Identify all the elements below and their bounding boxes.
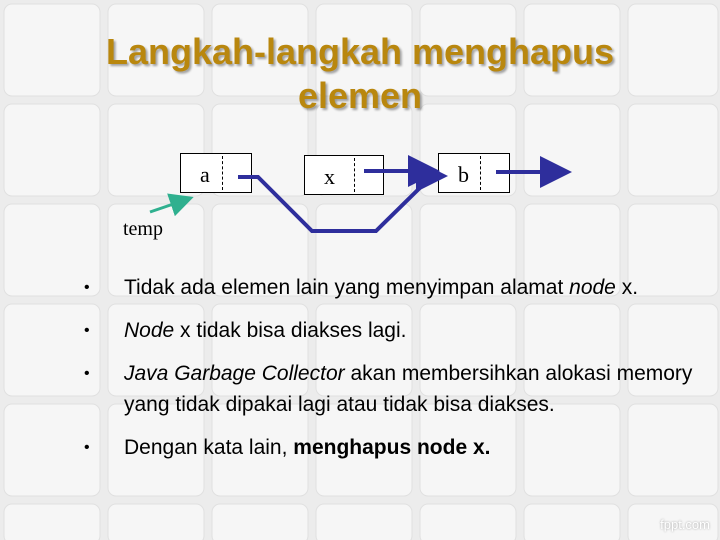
bullet-item [84, 358, 714, 420]
bullet-dot: • [84, 365, 90, 382]
bullet-dot: • [84, 322, 90, 339]
bullet-text: x tidak bisa diakses lagi. [174, 319, 407, 342]
node-b-value: b [458, 162, 469, 187]
bullet-item [84, 432, 714, 463]
bullet-text: Java Garbage Collector [124, 362, 345, 385]
bullet-text: menghapus node x. [293, 436, 491, 459]
title-line-1: Langkah-langkah menghapus [105, 31, 615, 72]
bullet-text: Node [124, 319, 175, 342]
bullet-text: Dengan kata lain, [124, 436, 294, 459]
bullet-item [84, 315, 714, 346]
bypass-link-arrow [238, 176, 440, 231]
node-a-value: a [200, 162, 210, 187]
temp-pointer-label: temp [123, 218, 163, 240]
bullet-list [84, 272, 714, 475]
bullet-text: akan membersihkan alokasi memory yang tidak dipakai lagi atau tidak bisa diakses. [124, 362, 693, 416]
temp-pointer-arrow [150, 199, 188, 212]
node-x-value: x [324, 164, 335, 189]
bullet-dot: • [84, 279, 90, 296]
bullet-dot: • [84, 439, 90, 456]
bullet-text: Tidak ada elemen lain yang menyimpan alamat [124, 276, 570, 299]
title-line-2: elemen [297, 75, 423, 116]
brand-watermark: fppt.com [660, 517, 710, 532]
bullet-text: x. [615, 276, 639, 299]
bullet-text: node [569, 276, 616, 299]
bullet-item [84, 272, 714, 303]
